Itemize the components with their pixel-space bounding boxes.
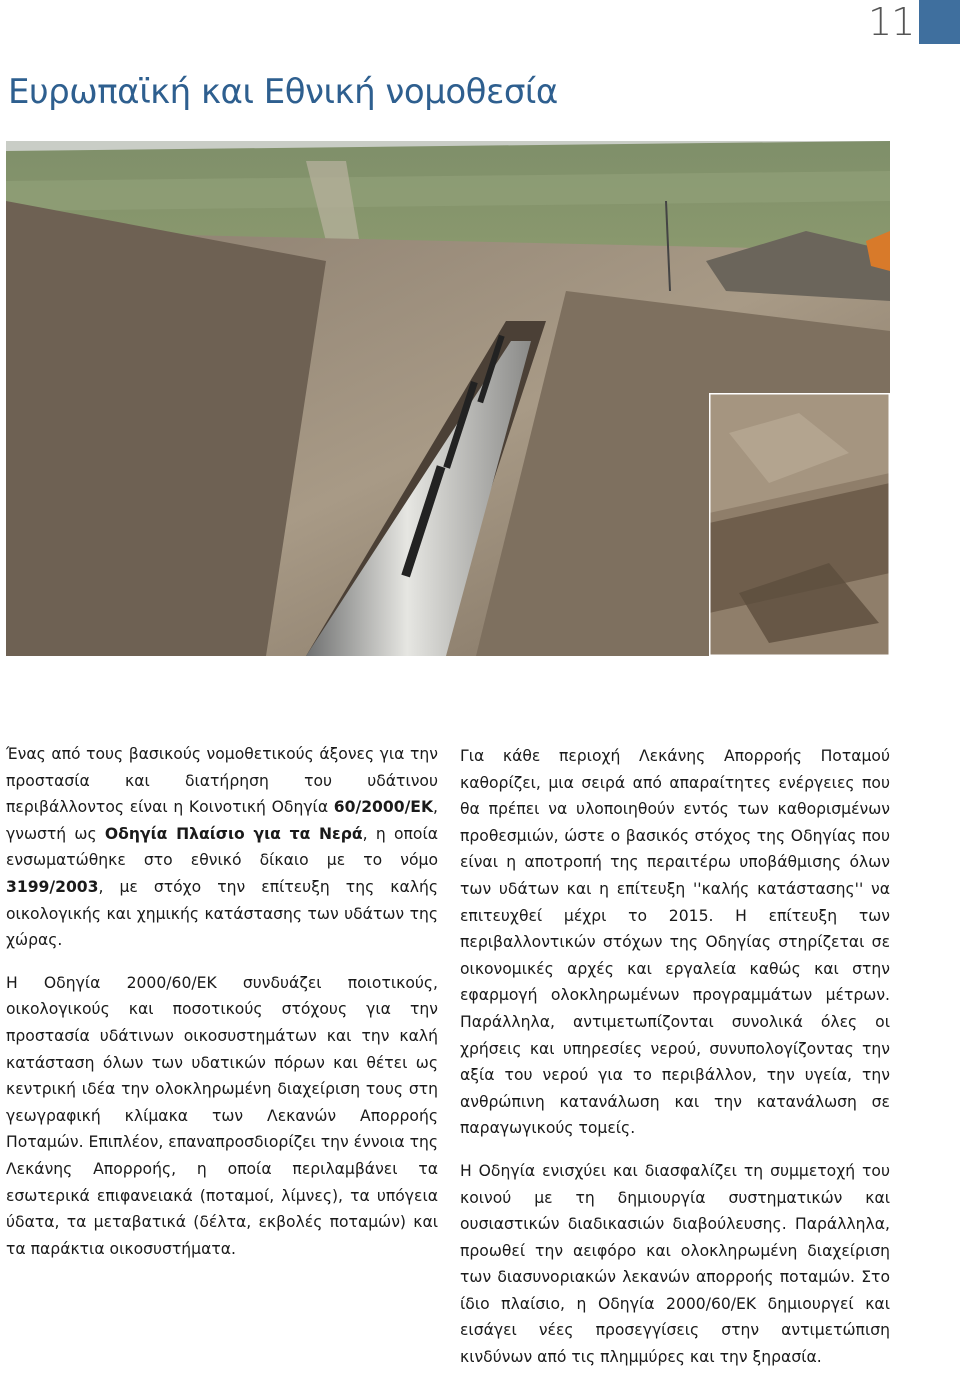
paragraph: Η Οδηγία ενισχύει και διασφαλίζει τη συμμετοχή του κοινού με τη δημιουργία συστηματικών και ουσιαστικών διαδικασιών διαβούλευσης. Παράλληλα, προωθεί την αειφόρο και ολοκληρωμένη διαχείριση των διασυνοριακών λεκανών απορροής ποταμών. Στο ίδιο πλαίσιο, η Οδηγία 2000/60/ΕΚ δημιουργεί και εισάγει νέες προσεγγίσεις στην αντιμετώπιση κινδύνων από τις πλημμύρες και την ξηρασία. (460, 1161, 890, 1367)
paragraph: Ένας από τους βασικούς νομοθετικούς άξονες για την προστασία και διατήρηση του υδάτινου περιβάλλοντος είναι η Κοινοτική Οδηγία 60/2000/ΕΚ, γνωστή ως Οδηγία Πλαίσιο για τα Νερά, η οποία ενσωματώθηκε στο εθνικό δίκαιο με το νόμο 3199/2003, με στόχο την επίτευξη της καλής οικολογικής και χημικής κατάστασης των υδάτων της χώρας. (6, 745, 439, 950)
page-number: 11 (868, 0, 915, 44)
soil-photo (709, 393, 890, 656)
corner-accent-block (919, 0, 960, 44)
page-title: Ευρωπαϊκή και Εθνική νομοθεσία (8, 72, 558, 112)
paragraph: Για κάθε περιοχή Λεκάνης Απορροής Ποταμού καθορίζει, μια σειρά από απαραίτητες ενέργειες που θα πρέπει να υλοποιηθούν εντός των καθορισμένων προθεσμιών, ώστε ο βασικός στόχος της Οδηγίας που είναι η αποτροπή της περαιτέρω υποβάθμισης όλων των υδάτων και η επίτευξη ''καλής κατάστασης'' να επιτευχθεί μέχρι το 2015. Η επίτευξη των περιβαλλοντικών στόχων της Οδηγίας στηρίζεται σε οικονομικές αρχές και εργαλεία καθώς και στην εφαρμογή ολοκληρωμένων προγραμμάτων μέτρων. Παράλληλα, αντιμετωπίζονται συνολικά όλες οι χρήσεις και υπηρεσίες νερού, συνυπολογίζοντας την αξία του νερού για το περιβάλλον, την υγεία, την ανθρώπινη κατανάλωση και την κατανάλωση σε παραγωγικούς τομείς. (460, 747, 890, 1138)
text-column-left (6, 741, 438, 1278)
paragraph: Η Οδηγία 2000/60/ΕΚ συνδυάζει ποιοτικούς, οικολογικούς και ποσοτικούς στόχους για την προστασία υδάτινων οικοσυστημάτων και την καλή κατάσταση όλων των υδατικών πόρων και θέτει ως κεντρική ιδέα την ολοκληρωμένη διαχείριση τους στη γεωγραφική κλίμακα των Λεκανών Απορροής Ποταμών. Επιπλέον, επαναπροσδιορίζει την έννοια της Λεκάνης Απορροής, η οποία περιλαμβάνει τα εσωτερικά επιφανειακά (ποταμοί, λίμνες), τα υπόγεια ύδατα, τα μεταβατικά (δέλτα, εκβολές ποταμών) και τα παράκτια οικοσυστήματα. (6, 973, 439, 1258)
text-column-right (460, 743, 890, 1387)
